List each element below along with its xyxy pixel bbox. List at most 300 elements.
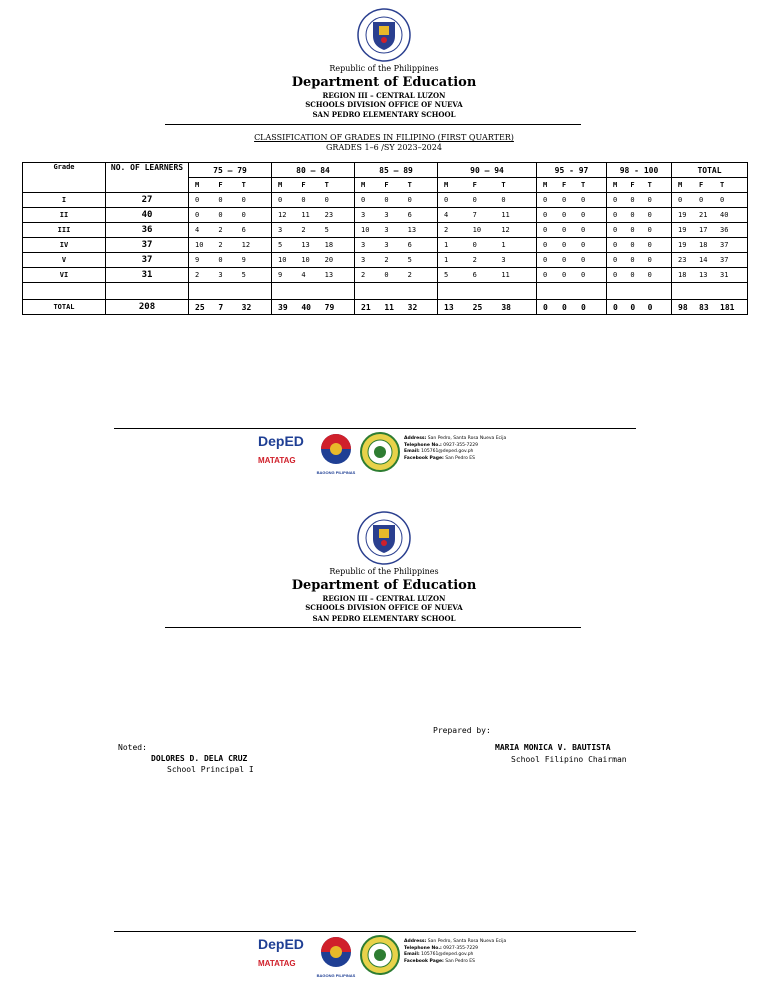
count-m: 0 — [613, 256, 618, 264]
count-f: 11 — [301, 211, 310, 219]
count-t: 0 — [647, 196, 652, 204]
count-m: 5 — [444, 271, 449, 279]
deped-logo-text: DepED — [258, 433, 304, 449]
count-m: 0 — [195, 196, 200, 204]
count-f: 0 — [630, 211, 635, 219]
count-m: 0 — [613, 241, 618, 249]
count-m: 12 — [278, 211, 287, 219]
count-m: 0 — [613, 271, 618, 279]
principal-name: DOLORES D. DELA CRUZ — [151, 754, 248, 763]
subheader-m: M — [361, 181, 366, 189]
count-t: 40 — [720, 211, 729, 219]
school-name: SAN PEDRO ELEMENTARY SCHOOL — [312, 110, 456, 119]
empty-cell — [23, 283, 106, 300]
count-t: 32 — [407, 302, 418, 312]
count-t: 6 — [407, 211, 412, 219]
subheader-t: T — [241, 181, 246, 189]
count-m: 0 — [613, 226, 618, 234]
range-cell — [672, 300, 748, 315]
email-label: Email: — [404, 449, 420, 454]
email: 105761@deped.gov.ph — [421, 449, 474, 454]
count-m: 0 — [278, 196, 283, 204]
count-m: 10 — [361, 226, 370, 234]
grades-table — [22, 162, 748, 315]
count-t: 31 — [720, 271, 729, 279]
count-f: 0 — [562, 211, 567, 219]
count-t: 3 — [501, 256, 506, 264]
count-f: 7 — [472, 211, 477, 219]
count-m: 10 — [195, 241, 204, 249]
count-t: 0 — [581, 302, 586, 312]
empty-cell — [189, 283, 272, 300]
range-cell — [607, 238, 672, 253]
count-f: 0 — [630, 241, 635, 249]
subheader-f: F — [472, 181, 477, 189]
subheader-m: M — [678, 181, 683, 189]
range-cell — [537, 223, 607, 238]
range-cell — [672, 208, 748, 223]
count-f: 2 — [472, 256, 477, 264]
range-cell — [272, 193, 355, 208]
count-t: 0 — [581, 211, 586, 219]
count-m: 3 — [361, 241, 366, 249]
range-cell — [537, 253, 607, 268]
count-m: 3 — [361, 211, 366, 219]
count-t: 1 — [501, 241, 506, 249]
count-t: 13 — [324, 271, 334, 279]
range-cell — [355, 208, 438, 223]
deped-seal — [357, 511, 411, 565]
empty-cell — [607, 283, 672, 300]
range-cell — [189, 193, 272, 208]
range-cell — [272, 238, 355, 253]
range-cell — [438, 300, 537, 315]
range-cell — [355, 223, 438, 238]
region-text: REGION III – CENTRAL LUZON — [322, 91, 446, 100]
grade-cell: I — [23, 193, 106, 208]
subheader-f: F — [699, 181, 704, 189]
count-m: 19 — [678, 241, 687, 249]
count-f: 25 — [472, 302, 483, 312]
range-cell — [537, 193, 607, 208]
range-cell — [272, 268, 355, 283]
count-f: 18 — [699, 241, 708, 249]
count-t: 0 — [407, 196, 412, 204]
header-divider — [165, 124, 581, 125]
range-cell — [607, 208, 672, 223]
count-f: 2 — [384, 256, 389, 264]
address-label: Address: — [404, 939, 427, 944]
range-cell — [672, 253, 748, 268]
count-m: 0 — [543, 256, 548, 264]
mft-subheader — [355, 178, 438, 193]
count-f: 10 — [301, 256, 310, 264]
count-f: 3 — [384, 241, 389, 249]
subheader-f: F — [384, 181, 389, 189]
count-m: 0 — [613, 302, 618, 312]
count-f: 0 — [630, 226, 635, 234]
subheader-t: T — [324, 181, 329, 189]
subheader-t: T — [647, 181, 652, 189]
col-range-95: 95 - 97 — [537, 163, 607, 178]
count-m: 3 — [278, 226, 283, 234]
deped-matatag-logo — [258, 937, 306, 975]
count-t: 12 — [241, 241, 251, 249]
count-m: 3 — [361, 256, 366, 264]
count-m: 0 — [543, 196, 548, 204]
address: San Pedro, Santa Rosa Nueva Ecija — [427, 939, 507, 944]
mft-subheader — [537, 178, 607, 193]
table-row — [23, 223, 748, 238]
count-m: 0 — [613, 211, 618, 219]
count-t: 0 — [647, 241, 652, 249]
count-t: 13 — [407, 226, 417, 234]
bagong-text: BAGONG PILIPINAS — [316, 470, 356, 475]
count-m: 19 — [678, 226, 687, 234]
mft-subheader — [189, 178, 272, 193]
count-m: 10 — [278, 256, 287, 264]
count-t: 9 — [241, 256, 246, 264]
range-cell — [672, 223, 748, 238]
mft-subheader — [438, 178, 537, 193]
telephone: 0927-355-7229 — [443, 442, 479, 448]
count-t: 38 — [501, 302, 511, 312]
subheader-t: T — [720, 181, 725, 189]
count-f: 0 — [630, 271, 635, 279]
count-t: 0 — [581, 256, 586, 264]
learners-cell: 37 — [106, 238, 189, 253]
footer-divider — [114, 428, 636, 429]
count-f: 14 — [699, 256, 708, 264]
count-t: 20 — [324, 256, 334, 264]
count-t: 0 — [647, 302, 653, 312]
count-f: 0 — [562, 241, 567, 249]
subheader-f: F — [562, 181, 567, 189]
deped-matatag-logo — [258, 434, 306, 472]
subheader-m: M — [195, 181, 200, 189]
count-f: 13 — [699, 271, 708, 279]
count-f: 3 — [384, 211, 389, 219]
grade-cell: TOTAL — [23, 300, 106, 315]
subheader-m: M — [613, 181, 618, 189]
count-m: 5 — [278, 241, 283, 249]
footer-logos — [258, 935, 518, 977]
count-f: 3 — [218, 271, 223, 279]
grade-cell: VI — [23, 268, 106, 283]
count-f: 0 — [630, 302, 636, 312]
subheader-f: F — [630, 181, 635, 189]
range-cell — [537, 208, 607, 223]
count-t: 36 — [720, 226, 729, 234]
telephone-label: Telephone No.: — [404, 945, 442, 951]
count-f: 0 — [472, 241, 477, 249]
range-cell — [438, 253, 537, 268]
count-t: 0 — [647, 226, 652, 234]
blank-row — [23, 283, 748, 300]
range-cell — [607, 253, 672, 268]
count-m: 1 — [444, 241, 449, 249]
matatag-text: MATATAG — [258, 959, 296, 968]
republic-text: Republic of the Philippines — [329, 64, 439, 73]
matatag-text: MATATAG — [258, 456, 296, 465]
range-cell — [355, 300, 438, 315]
school-logo — [360, 935, 400, 975]
empty-cell — [106, 283, 189, 300]
range-cell — [272, 253, 355, 268]
grade-cell: IV — [23, 238, 106, 253]
count-m: 0 — [543, 302, 548, 312]
count-f: 2 — [218, 226, 223, 234]
col-learners: NO. OF LEARNERS — [106, 163, 189, 193]
count-m: 21 — [361, 302, 371, 312]
count-f: 10 — [472, 226, 482, 234]
range-cell — [438, 268, 537, 283]
count-m: 25 — [195, 302, 205, 312]
count-t: 0 — [647, 256, 652, 264]
range-cell — [189, 268, 272, 283]
subheader-m: M — [444, 181, 449, 189]
count-t: 12 — [501, 226, 510, 234]
mft-subheader — [272, 178, 355, 193]
col-range-75: 75 – 79 — [189, 163, 272, 178]
grade-cell: III — [23, 223, 106, 238]
count-t: 5 — [241, 271, 246, 279]
count-f: 0 — [218, 211, 223, 219]
range-cell — [607, 193, 672, 208]
count-m: 18 — [678, 271, 687, 279]
count-f: 13 — [301, 241, 310, 249]
mft-subheader — [607, 178, 672, 193]
count-t: 0 — [581, 196, 586, 204]
learners-cell: 31 — [106, 268, 189, 283]
count-f: 83 — [699, 302, 709, 312]
range-cell — [672, 268, 748, 283]
telephone: 0927-355-7229 — [443, 945, 479, 951]
col-total: TOTAL — [672, 163, 748, 178]
learners-cell: 36 — [106, 223, 189, 238]
range-cell — [272, 300, 355, 315]
footer-divider — [114, 931, 636, 932]
count-m: 0 — [361, 196, 366, 204]
count-f: 0 — [472, 196, 477, 204]
count-t: 0 — [647, 271, 652, 279]
col-range-85: 85 – 89 — [355, 163, 438, 178]
count-t: 6 — [407, 241, 412, 249]
count-f: 0 — [384, 196, 389, 204]
range-cell — [672, 193, 748, 208]
count-m: 0 — [543, 271, 548, 279]
footer-logos — [258, 432, 518, 474]
department-title: Department of Education — [291, 75, 477, 90]
count-t: 0 — [241, 211, 246, 219]
count-t: 0 — [720, 196, 725, 204]
count-f: 40 — [301, 302, 311, 312]
count-f: 6 — [472, 271, 477, 279]
bagong-pilipinas-logo — [316, 432, 356, 474]
count-t: 5 — [324, 226, 329, 234]
count-f: 0 — [699, 196, 704, 204]
count-t: 18 — [324, 241, 334, 249]
department-title: Department of Education — [291, 578, 477, 593]
bagong-pilipinas-logo — [316, 935, 356, 977]
count-f: 0 — [562, 302, 567, 312]
range-cell — [189, 238, 272, 253]
email-label: Email: — [404, 952, 420, 957]
preparer-title: School Filipino Chairman — [511, 755, 627, 764]
range-cell — [189, 253, 272, 268]
preparer-name: MARIA MONICA V. BAUTISTA — [495, 743, 611, 752]
report-title: CLASSIFICATION OF GRADES IN FILIPINO (FIRST QUARTER) — [254, 133, 514, 142]
range-cell — [355, 238, 438, 253]
telephone-label: Telephone No.: — [404, 442, 442, 448]
subheader-f: F — [218, 181, 223, 189]
count-t: 23 — [324, 211, 334, 219]
count-m: 9 — [278, 271, 283, 279]
count-t: 0 — [581, 226, 586, 234]
count-t: 5 — [407, 256, 412, 264]
table-row — [23, 208, 748, 223]
range-cell — [438, 238, 537, 253]
range-cell — [355, 193, 438, 208]
subheader-t: T — [581, 181, 586, 189]
count-t: 37 — [720, 256, 729, 264]
facebook: San Pedro ES — [445, 958, 475, 964]
deped-seal — [357, 8, 411, 62]
count-f: 11 — [384, 302, 394, 312]
col-grade: Grade — [23, 163, 106, 193]
table-row — [23, 268, 748, 283]
range-cell — [672, 238, 748, 253]
range-cell — [355, 253, 438, 268]
school-contact — [404, 436, 524, 462]
count-f: 0 — [630, 256, 635, 264]
count-t: 32 — [241, 302, 252, 312]
count-f: 0 — [562, 226, 567, 234]
region-text: REGION III – CENTRAL LUZON — [322, 594, 446, 603]
republic-text: Republic of the Philippines — [329, 567, 439, 576]
mft-subheader — [672, 178, 748, 193]
total-row — [23, 300, 748, 315]
count-m: 0 — [444, 196, 449, 204]
table-row — [23, 193, 748, 208]
empty-cell — [672, 283, 748, 300]
grade-cell: II — [23, 208, 106, 223]
range-cell — [272, 223, 355, 238]
count-t: 0 — [324, 196, 329, 204]
count-f: 17 — [699, 226, 708, 234]
count-t: 6 — [241, 226, 246, 234]
count-m: 19 — [678, 211, 687, 219]
count-m: 4 — [195, 226, 200, 234]
count-t: 11 — [501, 271, 510, 279]
count-m: 0 — [543, 226, 548, 234]
school-name: SAN PEDRO ELEMENTARY SCHOOL — [312, 614, 456, 623]
count-m: 98 — [678, 302, 688, 312]
address-label: Address: — [404, 436, 427, 441]
count-f: 0 — [384, 271, 389, 279]
range-cell — [438, 223, 537, 238]
empty-cell — [355, 283, 438, 300]
col-range-98: 98 - 100 — [607, 163, 672, 178]
deped-logo-text: DepED — [258, 936, 304, 952]
count-t: 0 — [581, 241, 586, 249]
subheader-f: F — [301, 181, 306, 189]
school-logo — [360, 432, 400, 472]
subheader-t: T — [501, 181, 506, 189]
learners-cell: 208 — [106, 300, 189, 315]
range-cell — [607, 300, 672, 315]
count-t: 37 — [720, 241, 729, 249]
range-cell — [537, 268, 607, 283]
range-cell — [438, 208, 537, 223]
count-m: 0 — [613, 196, 618, 204]
count-f: 0 — [301, 196, 306, 204]
range-cell — [537, 300, 607, 315]
col-range-80: 80 – 84 — [272, 163, 355, 178]
col-range-90: 90 – 94 — [438, 163, 537, 178]
count-t: 181 — [720, 302, 735, 312]
facebook-label: Facebook Page: — [404, 958, 444, 964]
range-cell — [189, 208, 272, 223]
empty-cell — [537, 283, 607, 300]
range-cell — [438, 193, 537, 208]
count-f: 0 — [562, 271, 567, 279]
count-m: 4 — [444, 211, 449, 219]
noted-label: Noted: — [118, 743, 147, 752]
count-m: 2 — [195, 271, 200, 279]
subheader-m: M — [278, 181, 283, 189]
count-m: 9 — [195, 256, 200, 264]
empty-cell — [272, 283, 355, 300]
bagong-text: BAGONG PILIPINAS — [316, 973, 356, 978]
count-t: 11 — [501, 211, 510, 219]
count-m: 23 — [678, 256, 687, 264]
count-f: 7 — [218, 302, 224, 312]
header-divider — [165, 627, 581, 628]
facebook-label: Facebook Page: — [404, 455, 444, 461]
count-m: 0 — [678, 196, 683, 204]
table-row — [23, 238, 748, 253]
range-cell — [355, 268, 438, 283]
count-t: 0 — [581, 271, 586, 279]
division-text: SCHOOLS DIVISION OFFICE OF NUEVA — [305, 603, 463, 612]
range-cell — [189, 223, 272, 238]
count-m: 0 — [543, 211, 548, 219]
count-f: 3 — [384, 226, 389, 234]
count-m: 39 — [278, 302, 288, 312]
count-f: 2 — [218, 241, 223, 249]
range-cell — [272, 208, 355, 223]
count-f: 0 — [218, 196, 223, 204]
range-cell — [189, 300, 272, 315]
count-m: 0 — [543, 241, 548, 249]
school-contact — [404, 939, 524, 965]
count-f: 0 — [562, 256, 567, 264]
report-subtitle: GRADES 1–6 /SY 2023–2024 — [326, 143, 442, 152]
count-f: 21 — [699, 211, 708, 219]
facebook: San Pedro ES — [445, 455, 475, 461]
count-f: 2 — [301, 226, 306, 234]
learners-cell: 37 — [106, 253, 189, 268]
subheader-t: T — [407, 181, 412, 189]
count-m: 0 — [195, 211, 200, 219]
prepared-by-label: Prepared by: — [433, 726, 491, 735]
email: 105761@deped.gov.ph — [421, 952, 474, 957]
principal-title: School Principal I — [167, 765, 254, 774]
count-m: 13 — [444, 302, 454, 312]
count-f: 0 — [562, 196, 567, 204]
count-t: 0 — [241, 196, 246, 204]
